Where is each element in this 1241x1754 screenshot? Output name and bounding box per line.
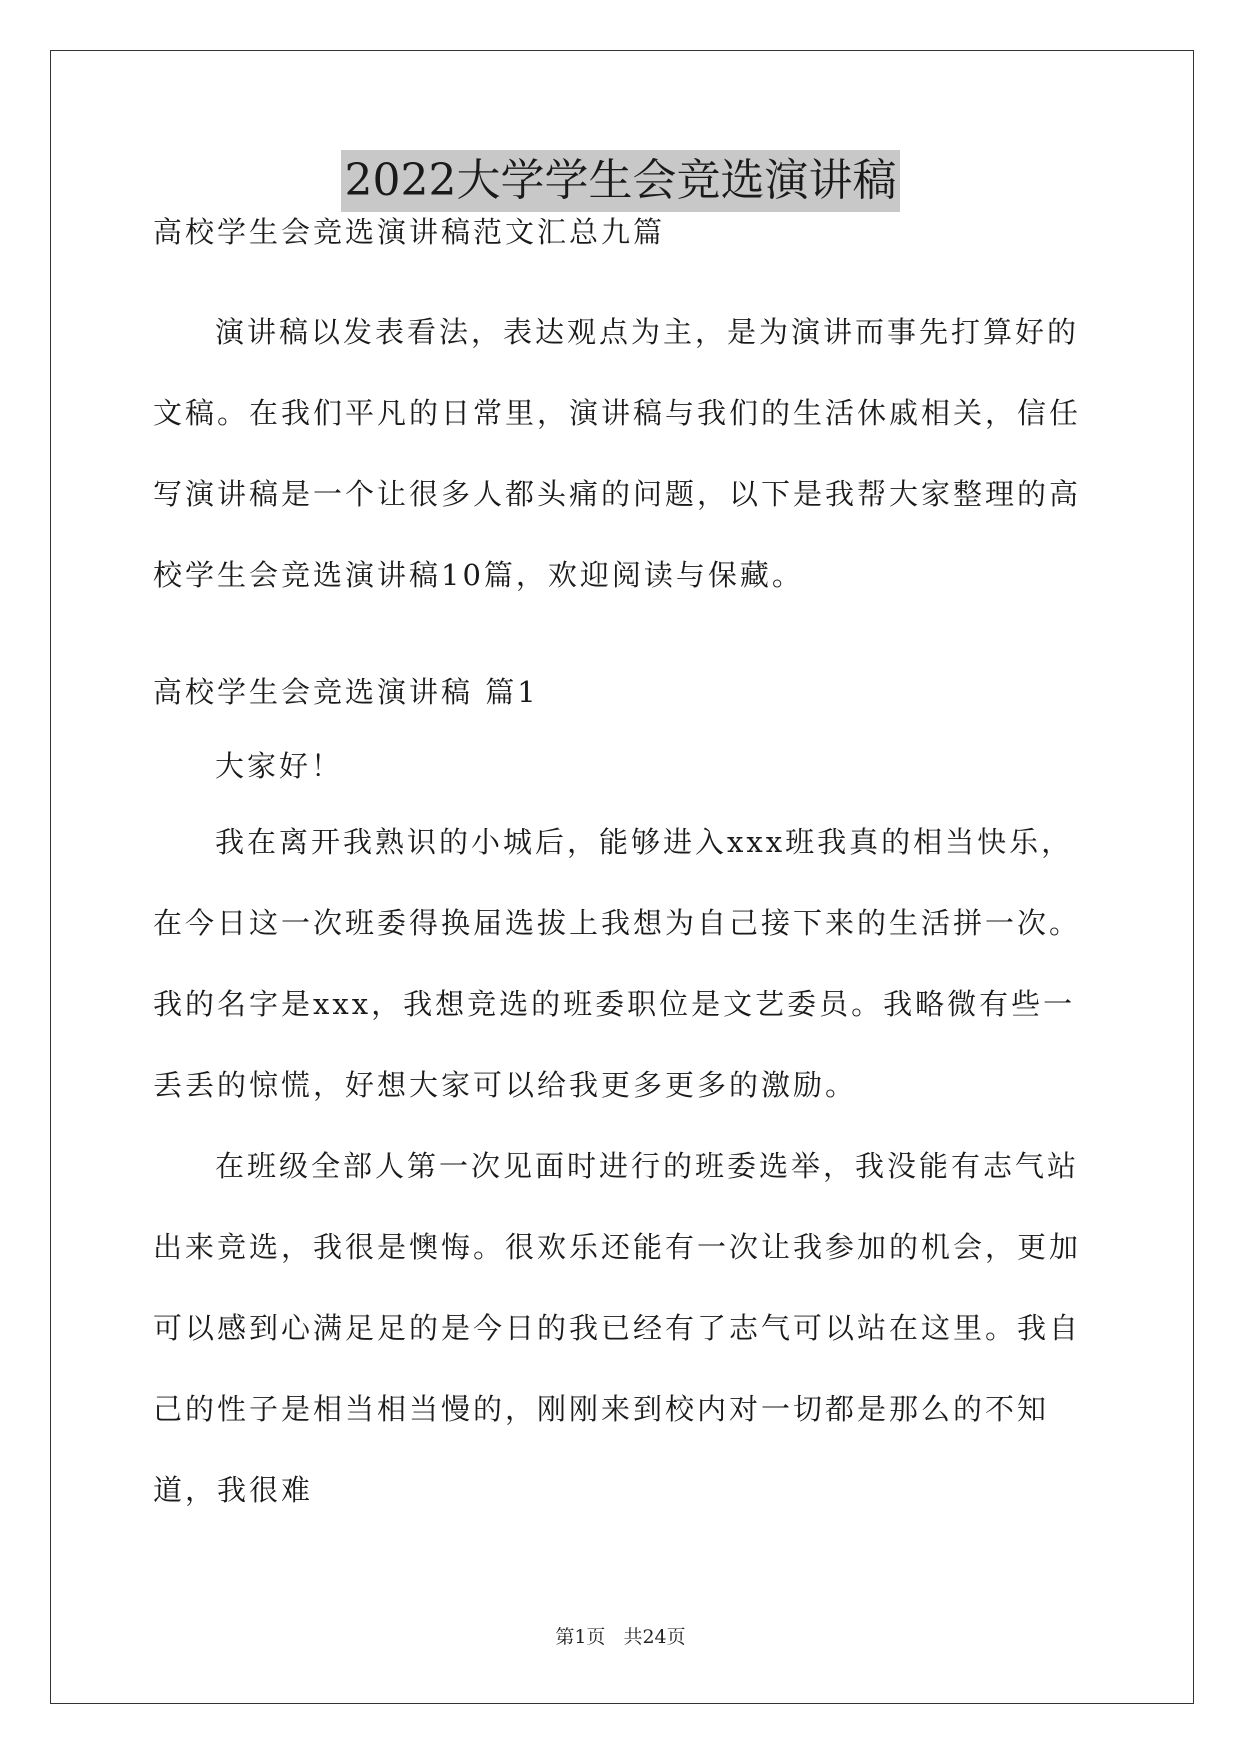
intro-paragraph: 演讲稿以发表看法，表达观点为主，是为演讲而事先打算好的文稿。在我们平凡的日常里，演讲稿与我们的生活休戚相关，信任写演讲稿是一个让很多人都头痛的问题，以下是我帮大家整理的高校学生会竞选演讲稿10篇，欢迎阅读与保藏。 [153, 315, 1082, 592]
page-total: 共24页 [623, 1626, 686, 1648]
body-paragraph-2: 在班级全部人第一次见面时进行的班委选举，我没能有志气站出来竞选，我很是懊悔。很欢乐还能有一次让我参加的机会，更加可以感到心满足足的是今日的我已经有了志气可以站在这里。我自己的性子是相当相当慢的，刚刚来到校内对一切都是那么的不知道，我很难 [153, 1149, 1082, 1507]
section-heading: 高校学生会竞选演讲稿 篇1 [153, 675, 539, 709]
document-title: 2022大学学生会竞选演讲稿 [341, 150, 901, 212]
document-subtitle: 高校学生会竞选演讲稿范文汇总九篇 [153, 215, 666, 249]
page-footer [0, 1622, 1241, 1649]
greeting-paragraph: 大家好！ [215, 749, 344, 783]
body-paragraph-1: 我在离开我熟识的小城后，能够进入xxx班我真的相当快乐，在今日这一次班委得换届选拔上我想为自己接下来的生活拼一次。我的名字是xxx，我想竞选的班委职位是文艺委员。我略微有些一丢丢的惊慌，好想大家可以给我更多更多的激励。 [153, 825, 1082, 1102]
page-number: 第1页 [555, 1626, 606, 1648]
